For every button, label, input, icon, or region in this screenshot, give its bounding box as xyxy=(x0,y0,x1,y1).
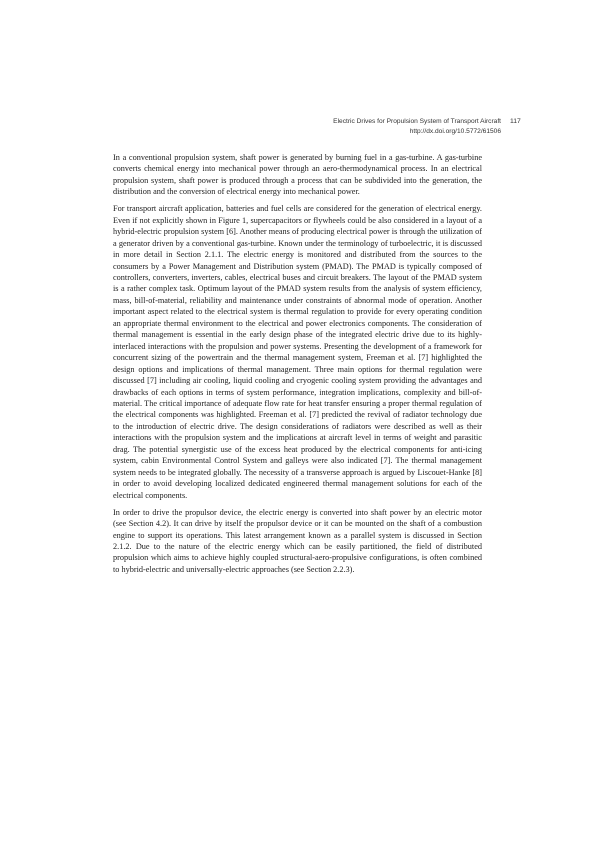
doi-link[interactable]: http://dx.doi.org/10.5772/61506 xyxy=(409,127,501,135)
body-text xyxy=(113,152,482,581)
running-header xyxy=(333,117,501,136)
paragraph-electrical-energy-generation: For transport aircraft application, batteries and fuel cells are considered for the generation of electrical energy. Even if not explicitly shown in Figure 1, supercapacitors or flywheels could be also considered in a layout of a hybrid-electric propulsion system [6]. Another means of producing electrical power is through the utilization of a generator driven by a conventional gas-turbine. Known under the terminology of turboelectric, it is discussed in more detail in Section 2.1.1. The electric energy is monitored and distributed from the sources to the consumers by a Power Management and Distribution system (PMAD). The PMAD is typically composed of controllers, converters, inverters, cables, electrical buses and circuit breakers. The layout of the PMAD system is a rather complex task. Optimum layout of the PMAD system results from the analysis of system efficiency, mass, bill-of-material, reliability and maintenance under constraints of abnormal mode of operation. Another important aspect related to the electrical system is thermal regulation to provide for every operating condition an appropriate thermal environment to the electrical and power electronics components. The consideration of thermal management is essential in the early design phase of the integrated electric drive due to its highly-interlaced interactions with the propulsion and power systems. Presenting the development of a framework for concurrent sizing of the powertrain and the thermal management system, Freeman et al. [7] highlighted the design options and implications of thermal management. Three main options for thermal regulation were discussed [7] including air cooling, liquid cooling and cryogenic cooling system providing the advantages and drawbacks of each options in terms of system performance, integration implications, complexity and bill-of-material. The critical importance of adequate flow rate for heat transfer ensuring a proper thermal regulation of the electrical components was highlighted. Freeman et al. [7] predicted the revival of radiator technology due to the introduction of electric drive. The design considerations of radiators were described as well as their interactions with the propulsion system and the implications at aircraft level in terms of weight and parasitic drag. The potential synergistic use of the excess heat produced by the electrical components for anti-icing system, cabin Environmental Control System and galleys were also indicated [7]. The thermal management system needs to be integrated globally. The necessity of a transverse approach is argued by Liscouet-Hanke [8] in order to avoid developing localized dedicated engineered thermal management solutions for each of the electrical components. xyxy=(113,204,482,500)
paragraph-conventional-propulsion: In a conventional propulsion system, shaft power is generated by burning fuel in a gas-turbine. A gas-turbine converts chemical energy into mechanical power through an aero-thermodynamical process. In an electrical propulsion system, shaft power is produced through a process that can be subdivided into the generation, the distribution and the conversion of electrical energy into mechanical power. xyxy=(113,153,482,197)
watermark: ech xyxy=(381,544,515,650)
page-number: 117 xyxy=(510,118,521,125)
paragraph-electric-motor: In order to drive the propulsor device, the electric energy is converted into shaft power by an electric motor (see Section 4.2). It can drive by itself the propulsor device or it can be mounted on the shaft of a combustion engine to support its operations. This latest arrangement known as a parallel system is discussed in Section 2.1.2. Due to the nature of the electric energy which can be easily partitioned, the field of distributed propulsion which aims to achieve highly coupled structural-aero-propulsive configurations, is often combined to hybrid-electric and universally-electric approaches (see Section 2.2.3). xyxy=(113,507,482,574)
running-title: Electric Drives for Propulsion System of Transport Aircraft xyxy=(333,118,501,125)
